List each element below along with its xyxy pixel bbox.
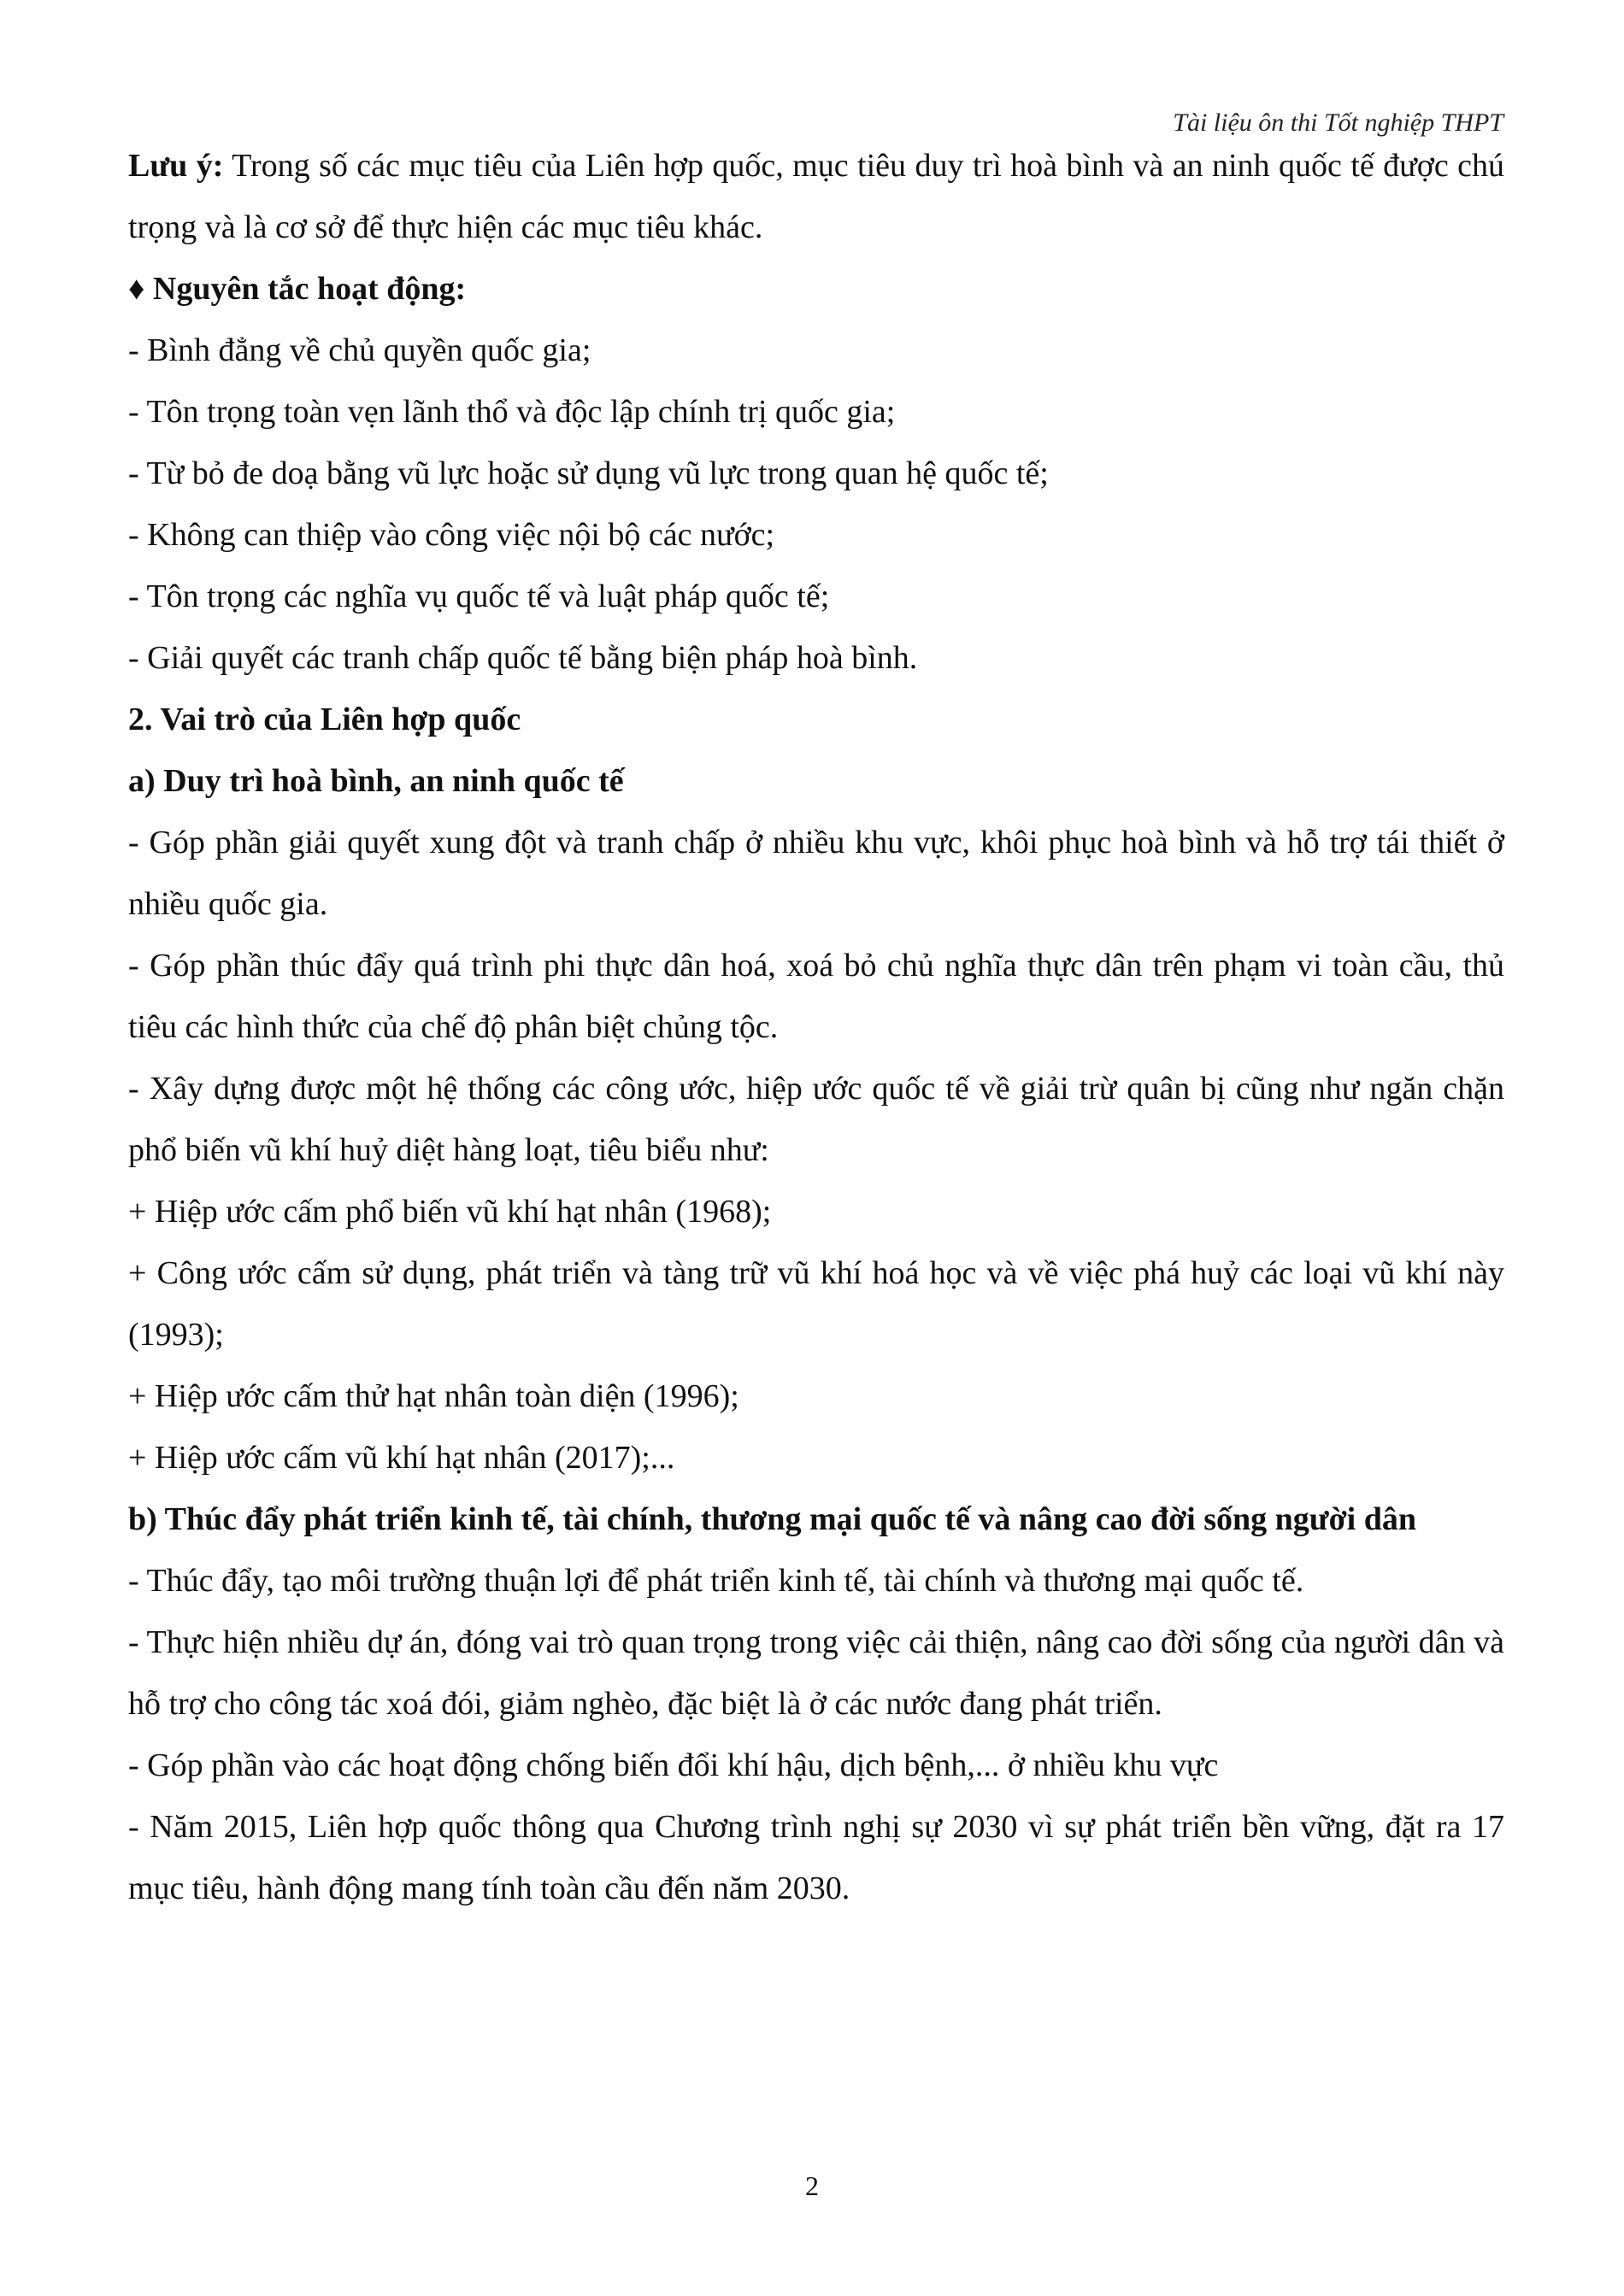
paragraph: - Thúc đẩy, tạo môi trường thuận lợi để phát triển kinh tế, tài chính và thương mại quốc tế. — [128, 1563, 1304, 1599]
note-paragraph — [128, 135, 1504, 258]
paragraph: - Năm 2015, Liên hợp quốc thông qua Chương trình nghị sự 2030 vì sự phát triển bền vững, đặt ra 17 mục tiêu, hành động mang tính toàn cầu đến năm 2030. — [128, 1809, 1504, 1906]
paragraph: - Góp phần vào các hoạt động chống biến đổi khí hậu, dịch bệnh,... ở nhiều khu vực — [128, 1747, 1219, 1783]
principles-heading: ♦ Nguyên tắc hoạt động: — [128, 271, 467, 307]
subsection-heading-a: a) Duy trì hoà bình, an ninh quốc tế — [128, 763, 624, 799]
page-number: 2 — [805, 2170, 819, 2201]
subsection-heading-b: b) Thúc đẩy phát triển kinh tế, tài chính, thương mại quốc tế và nâng cao đời sống người dân — [128, 1501, 1416, 1537]
principle-item: - Không can thiệp vào công việc nội bộ các nước; — [128, 517, 775, 553]
principle-item: - Tôn trọng các nghĩa vụ quốc tế và luật pháp quốc tế; — [128, 578, 830, 614]
treaty-item: + Hiệp ước cấm thử hạt nhân toàn diện (1996); — [128, 1378, 739, 1414]
paragraph: - Góp phần giải quyết xung đột và tranh chấp ở nhiều khu vực, khôi phục hoà bình và hỗ trợ tái thiết ở nhiều quốc gia. — [128, 825, 1504, 922]
section-heading: 2. Vai trò của Liên hợp quốc — [128, 702, 521, 737]
treaty-item: + Hiệp ước cấm phổ biến vũ khí hạt nhân (1968); — [128, 1194, 772, 1230]
principle-item: - Từ bỏ đe doạ bằng vũ lực hoặc sử dụng vũ lực trong quan hệ quốc tế; — [128, 455, 1049, 491]
paragraph: - Thực hiện nhiều dự án, đóng vai trò quan trọng trong việc cải thiện, nâng cao đời sống của người dân và hỗ trợ cho công tác xoá đói, giảm nghèo, đặc biệt là ở các nước đang phát triển. — [128, 1624, 1504, 1722]
treaty-item: + Công ước cấm sử dụng, phát triển và tàng trữ vũ khí hoá học và về việc phá huỷ các loại vũ khí này (1993); — [128, 1255, 1504, 1353]
document-body — [128, 135, 1504, 1919]
principle-item: - Giải quyết các tranh chấp quốc tế bằng biện pháp hoà bình. — [128, 640, 918, 676]
paragraph: - Xây dựng được một hệ thống các công ước, hiệp ước quốc tế về giải trừ quân bị cũng như ngăn chặn phổ biến vũ khí huỷ diệt hàng loạt, tiêu biểu như: — [128, 1071, 1504, 1168]
note-text: Trong số các mục tiêu của Liên hợp quốc, mục tiêu duy trì hoà bình và an ninh quốc tế được chú trọng và là cơ sở để thực hiện các mục tiêu khác. — [128, 148, 1504, 245]
principle-item: - Bình đẳng về chủ quyền quốc gia; — [128, 332, 591, 368]
paragraph: - Góp phần thúc đẩy quá trình phi thực dân hoá, xoá bỏ chủ nghĩa thực dân trên phạm vi toàn cầu, thủ tiêu các hình thức của chế độ phân biệt chủng tộc. — [128, 948, 1504, 1045]
page-header: Tài liệu ôn thi Tốt nghiệp THPT — [1173, 109, 1503, 137]
principle-item: - Tôn trọng toàn vẹn lãnh thổ và độc lập chính trị quốc gia; — [128, 394, 896, 430]
treaty-item: + Hiệp ước cấm vũ khí hạt nhân (2017);... — [128, 1440, 675, 1476]
note-label: Lưu ý: — [128, 148, 224, 184]
